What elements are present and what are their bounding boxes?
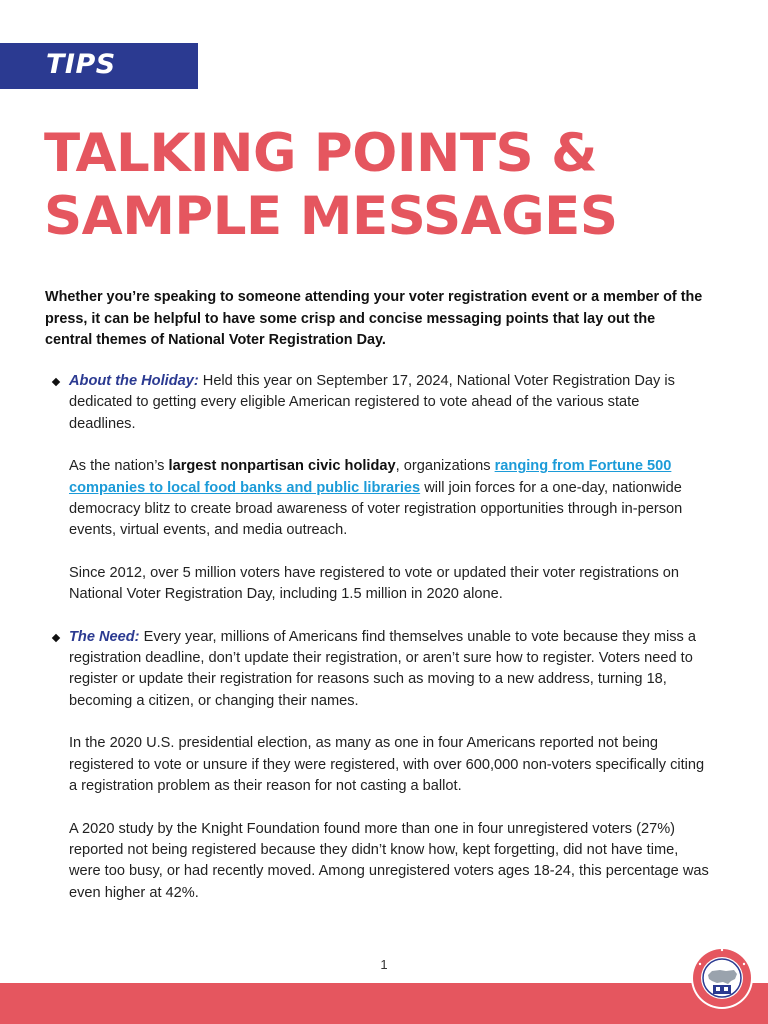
- footer-bar: [0, 983, 768, 1024]
- talking-points-list: [0, 371, 768, 925]
- fortune-500-link[interactable]: ranging from Fortune 500 companies to local food banks and public libraries: [69, 458, 672, 496]
- page-title: [44, 122, 744, 248]
- diamond-bullet-icon: [52, 378, 60, 386]
- holiday-lead: About the Holiday:: [69, 373, 199, 389]
- holiday-paragraph-2: [69, 456, 709, 542]
- diamond-bullet-icon: [52, 633, 60, 641]
- intro-paragraph: Whether you’re speaking to someone attending your voter registration event or a member of the press, it can be helpful to have some crisp and concise messaging points that lay out the central themes of National Voter Registration Day.: [45, 289, 703, 348]
- need-paragraph-3: A 2020 study by the Knight Foundation found more than one in four unregistered voters (27%) reported not being registered because they didn’t know how, kept forgetting, did not have time, were too busy, or had recently moved. Among unregistered voters ages 18-24, this percentage was even higher at 42%.: [69, 820, 709, 901]
- need-paragraph-2: In the 2020 U.S. presidential election, as many as one in four Americans reported not being registered to vote or unsure if they were registered, with over 600,000 non-voters specifically citing a registration problem as their reason for not casting a ballot.: [69, 735, 705, 795]
- need-lead: The Need:: [69, 628, 140, 645]
- holiday-paragraph-1: [69, 371, 709, 435]
- need-paragraph-1: [69, 627, 709, 713]
- page-number: 1: [380, 957, 388, 972]
- tips-tag: [0, 43, 198, 89]
- page-title-line-1: TALKING POINTS &: [44, 123, 597, 184]
- holiday-bold-text: largest nonpartisan civic holiday: [168, 458, 396, 475]
- page-title-line-2: SAMPLE MESSAGES: [44, 186, 618, 247]
- nvrd-logo: [690, 946, 754, 1010]
- holiday-text-2b: , organizations: [395, 458, 495, 475]
- bullet-the-need: [0, 627, 768, 904]
- holiday-paragraph-3: Since 2012, over 5 million voters have registered to vote or updated their voter registrations on National Voter Registration Day, including 1.5 million in 2020 alone.: [69, 564, 680, 603]
- holiday-text-2a: As the nation’s: [69, 458, 169, 475]
- need-text-1: Every year, millions of Americans find themselves unable to vote because they miss a registration deadline, don’t update their registration, or aren’t sure how to register. Voters need to register or update their registration for reasons such as moving to a new address, turning 18, becoming a citizen, or changing their names.: [69, 628, 697, 709]
- holiday-text-2c: will join forces for a one-day, nationwide democracy blitz to create broad awareness of voter registration opportunities through in-person events, virtual events, and media outreach.: [69, 479, 683, 539]
- holiday-text-1: Held this year on September 17, 2024, National Voter Registration Day is dedicated to getting every eligible American registered to vote ahead of the various state deadlines.: [69, 373, 675, 432]
- tips-tag-label: TIPS: [46, 49, 116, 80]
- bullet-about-holiday: [0, 371, 768, 606]
